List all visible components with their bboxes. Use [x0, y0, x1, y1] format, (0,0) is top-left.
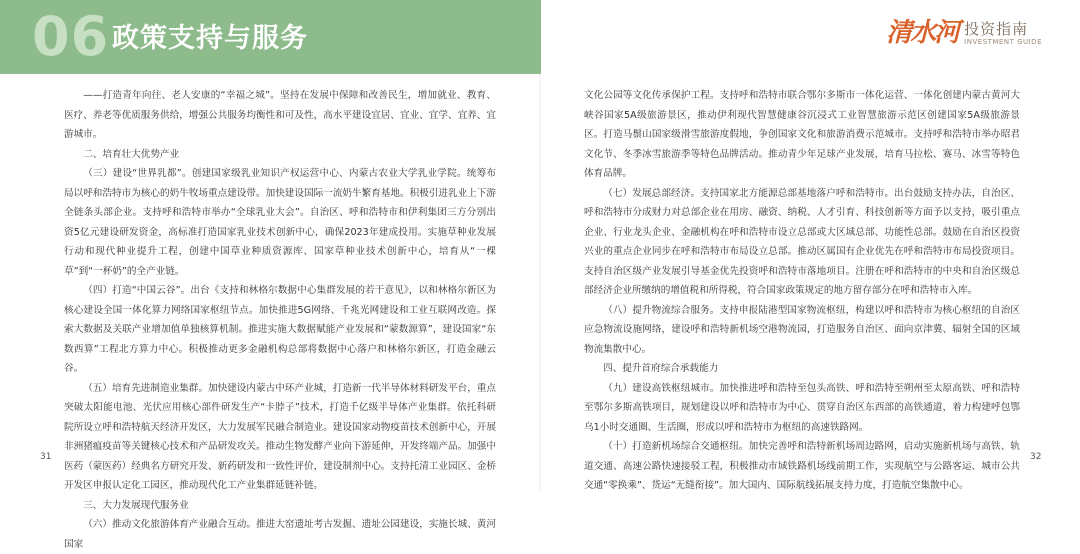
paragraph: （四）打造“中国云谷”。出台《支持和林格尔数据中心集群发展的若干意见》，以和林格尔新区为核心建设全国一体化算力网络国家枢纽节点。加快推进5G网络、千兆光网建设和工业互联网改造。探索大数据及关联产业增加值单独核算机制。推进实施大数据赋能产业发展和“蒙数源算”，建设国家“东数西算”工程北方算力中心。积极推动更多金融机构总部将数据中心落户和林格尔新区，打造金融云谷。 [64, 285, 496, 374]
brand-title: 投资指南 [964, 20, 1029, 38]
brand-subtitle: INVESTMENT GUIDE [964, 38, 1042, 46]
paragraph: （十）打造新机场综合交通枢纽。加快完善呼和浩特新机场周边路网，启动实施新机场与高铁、轨道交通、高速公路快速接驳工程，积极推动市域铁路机场线前期工作，实现航空与公路客运、城市公共交通“零换乘”、货运“无缝衔接”。加大国内、国际航线拓展支持力度，打造航空集散中心。 [584, 441, 1020, 491]
page-number-right: 32 [1030, 452, 1042, 462]
paragraph: （七）发展总部经济。支持国家北方能源总部基地落户呼和浩特市。出台鼓励支持办法，自治区、呼和浩特市分成财力对总部企业在用房、融资、纳税、人才引育、科技创新等方面予以支持，吸引重点企业、行业龙头企业、金融机构在呼和浩特市设立总部或大区域总部、功能性总部。鼓励在自治区投资兴业的重点企业同步在呼和浩特市布局设立总部。推动区属国有企业优先在呼和浩特市布局投资项目。支持自治区级产业发展引导基金优先投资呼和浩特市落地项目。注册在呼和浩特市的中央和自治区级总部经济企业所缴纳的增值税和所得税，符合国家政策规定的地方留存部分在呼和浩特市入库。 [584, 187, 1020, 296]
page-number-left: 31 [40, 452, 52, 462]
paragraph: （九）建设高铁枢纽城市。加快推进呼和浩特至包头高铁、呼和浩特至朔州至太原高铁、呼和浩特至鄂尔多斯高铁项目，规划建设以呼和浩特市为中心、贯穿自治区东西部的高铁通道，着力构建呼包鄂乌1小时交通圈、生活圈，形成以呼和浩特市为枢纽的高速铁路网。 [584, 382, 1020, 433]
brand-logo: 清水河 [886, 18, 959, 48]
paragraph: （三）建设“世界乳都”。创建国家级乳业知识产权运营中心、内蒙古农业大学乳业学院。统筹布局以呼和浩特市为核心的奶牛牧场重点建设带。加快建设国际一流奶牛繁育基地。积极引进乳业上下游全链条头部企业。支持呼和浩特市举办“全球乳业大会”。自治区、呼和浩特市和伊利集团三方分别出资5亿元建设研发资金，高标准打造国家乳业技术创新中心，确保2023年建成投用。实施草种业发展行动和现代种业提升工程，创建中国草业种质资源库、国家草种业技术创新中心，培育从“一棵草”到“一杯奶”的全产业链。 [64, 168, 496, 277]
section-heading: 三、大力发展现代服务业 [83, 499, 189, 511]
chapter-banner [0, 0, 541, 74]
brand-header [886, 18, 1042, 48]
section-heading: 四、提升首府综合承载能力 [603, 363, 719, 374]
left-page-body [64, 86, 496, 554]
paragraph: ——打造青年向往、老人安康的“幸福之城”。坚持在发展中保障和改善民生，增加就业、教育、医疗、养老等优质服务供给，增强公共服务均衡性和可及性，高水平建设宜居、宜业、宜学、宜养、宜游城市。 [64, 90, 496, 140]
section-heading: 二、培育壮大优势产业 [83, 148, 180, 160]
page-gutter [539, 74, 541, 491]
paragraph: （五）培育先进制造业集群。加快建设内蒙古中环产业城，打造新一代半导体材料研发平台，重点突破太阳能电池、光伏应用核心部件研发生产“卡脖子”技术，打造千亿级半导体产业集群。依托科研院所设立呼和浩特航天经济开发区，大力发展军民融合制造业。建设国家动物疫苗技术创新中心，开展非洲猪瘟疫苗等关键核心技术和产品研发攻关。推动生物发酵产业向下游延伸，开发终端产品。加强中医药（蒙医药）经典名方研究开发、新药研发和一致性评价，建设制剂中心。支持托清工业园区、金桥开发区申报认定化工园区，推动现代化工产业集群延链补链。 [64, 382, 496, 491]
paragraph: （六）推动文化旅游体育产业融合互动。推进大窑遗址考古发掘、遗址公园建设，实施长城、黄河国家 [64, 519, 496, 550]
chapter-number: 06 [32, 5, 110, 68]
right-page-body [584, 86, 1020, 496]
paragraph: 文化公园等文化传承保护工程。支持呼和浩特市联合鄂尔多斯市一体化运营、一体化创建内蒙古黄河大峡谷国家5A级旅游景区，推动伊利现代智慧健康谷沉浸式工业智慧旅游示范区创建国家5A级旅游景区。打造马鬃山国家级滑雪旅游度假地，争创国家文化和旅游消费示范城市。支持呼和浩特市举办昭君文化节、冬季冰雪旅游季等特色品牌活动。推动青少年足球产业发展，培育马拉松、赛马、冰雪等特色体育品牌。 [584, 90, 1020, 179]
paragraph: （八）提升物流综合服务。支持申报陆港型国家物流枢纽，构建以呼和浩特市为核心枢纽的自治区应急物流设施网络，建设呼和浩特新机场空港物流园，打造服务自治区、面向京津冀、辐射全国的区域物流集散中心。 [584, 304, 1020, 355]
chapter-title: 政策支持与服务 [112, 23, 308, 54]
